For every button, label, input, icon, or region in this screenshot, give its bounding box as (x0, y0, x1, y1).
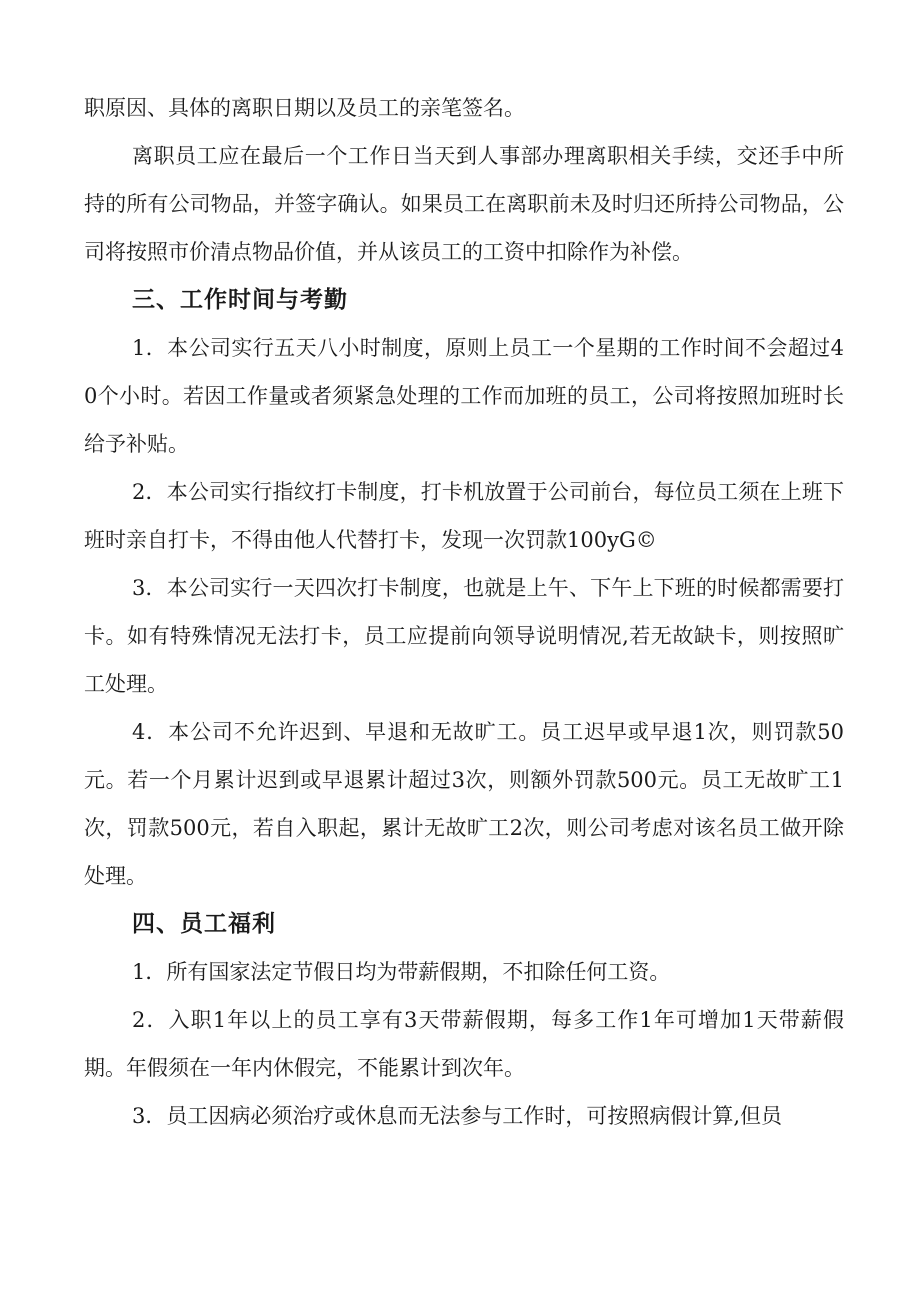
paragraph-benefits-1: 1．所有国家法定节假日均为带薪假期，不扣除任何工资。 (132, 960, 671, 984)
paragraph-work-hours-3: 3．本公司实行一天四次打卡制度，也就是上午、下午上下班的时候都需要打卡。如有特殊情况无法打卡，员工应提前向领导说明情况,若无故缺卡，则按照旷工处理。 (84, 576, 844, 696)
section-heading-benefits: 四、员工福利 (132, 911, 276, 937)
paragraph-resignation-letter-end: 职原因、具体的离职日期以及员工的亲笔签名。 (84, 96, 525, 120)
paragraph-work-hours-1: 1．本公司实行五天八小时制度，原则上员工一个星期的工作时间不会超过40个小时。若因工作量或者须紧急处理的工作而加班的员工，公司将按照加班时长给予补贴。 (84, 336, 844, 456)
document-page (84, 84, 844, 1140)
section-heading-work-hours: 三、工作时间与考勤 (132, 287, 348, 313)
paragraph-resignation-procedure: 离职员工应在最后一个工作日当天到人事部办理离职相关手续，交还手中所持的所有公司物品，并签字确认。如果员工在离职前未及时归还所持公司物品，公司将按照市价清点物品价值，并从该员工的工资中扣除作为补偿。 (84, 144, 844, 264)
paragraph-work-hours-4: 4．本公司不允许迟到、早退和无故旷工。员工迟早或早退1次，则罚款50元。若一个月累计迟到或早退累计超过3次，则额外罚款500元。员工无故旷工1次，罚款500元，若自入职起，累计无故旷工2次，则公司考虑对该名员工做开除处理。 (84, 720, 844, 888)
paragraph-benefits-2: 2．入职1年以上的员工享有3天带薪假期，每多工作1年可增加1天带薪假期。年假须在一年内休假完，不能累计到次年。 (84, 1008, 844, 1080)
paragraph-benefits-3: 3．员工因病必须治疗或休息而无法参与工作时，可按照病假计算,但员 (132, 1104, 783, 1128)
paragraph-work-hours-2: 2．本公司实行指纹打卡制度，打卡机放置于公司前台，每位员工须在上班下班时亲自打卡，不得由他人代替打卡，发现一次罚款100yG© (84, 480, 844, 552)
